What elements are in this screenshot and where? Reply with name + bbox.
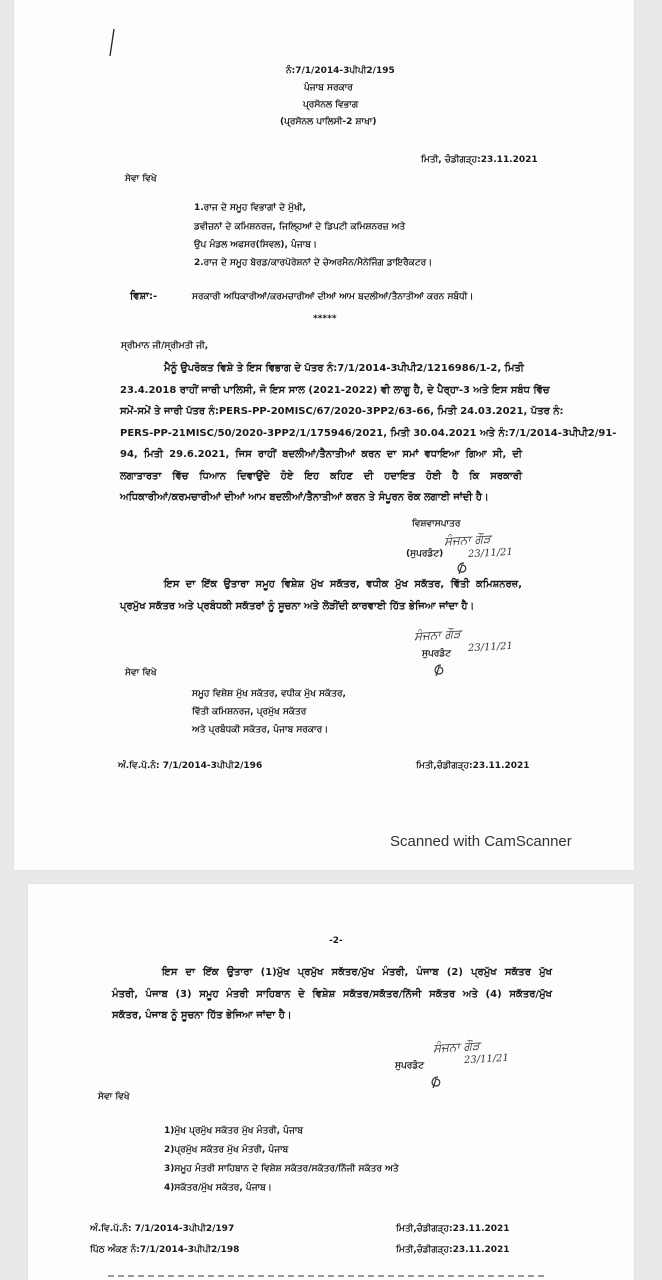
body-line: ਸਮੇਂ-ਸਮੇਂ ਤੇ ਜਾਰੀ ਪੱਤਰ ਨੰ:PERS-PP-20MISC/67/2020-3PP2/63-66, ਮਿਤੀ 24.03.2021, ਪੱਤਰ ਨੰ: <box>120 406 564 417</box>
endorsement-number: ਅੰ.ਵਿ.ਪੱ.ਨੰ: 7/1/2014-3ਪੀਪੀ2/196 <box>118 761 263 771</box>
recipient-line: 3)ਸਮੂਹ ਮੰਤਰੀ ਸਾਹਿਬਾਨ ਦੇ ਵਿਸ਼ੇਸ਼ ਸਕੱਤਰ/ਸਕੱਤਰ/ਨਿੱਜੀ ਸਕੱਤਰ ਅਤੇ <box>164 1164 399 1174</box>
signature: ਸੰਜਨਾ ਗੌੜ <box>413 626 462 644</box>
document-page-2 <box>28 884 634 1280</box>
body-line: ਮੈਨੂੰ ਉਪਰੋਕਤ ਵਿਸ਼ੇ ਤੇ ਇਸ ਵਿਭਾਗ ਦੇ ਪੱਤਰ ਨੰ:7/1/2014-3ਪੀਪੀ2/1216986/1-2, ਮਿਤੀ <box>164 363 524 374</box>
recipient-line: ਵਿੱਤੀ ਕਮਿਸ਼ਨਰਜ, ਪ੍ਰਮੁੱਖ ਸਕੱਤਰ <box>192 707 307 717</box>
endorsement-paragraph <box>120 574 522 617</box>
body-line: ਅਧਿਕਾਰੀਆਂ/ਕਰਮਚਾਰੀਆਂ ਦੀਆਂ ਆਮ ਬਦਲੀਆਂ/ਤੈਨਾਤੀਆਂ ਕਰਨ ਤੇ ਸੰਪੂਰਨ ਰੋਕ ਲਗਾਈ ਜਾਂਦੀ ਹੈ। <box>120 492 489 503</box>
superintendent-label: ਸੁਪਰਡੰਟ <box>395 1061 424 1071</box>
signature: ਸੰਜਨਾ ਗੌੜ <box>443 531 492 549</box>
closing: ਵਿਸ਼ਵਾਸਪਾਤਰ <box>412 519 461 529</box>
page-number: -2- <box>329 936 343 946</box>
signature-date: 23/11/21 <box>467 546 514 561</box>
recipient-line: ਅਤੇ ਪ੍ਰਬੰਧਕੀ ਸਕੱਤਰ, ਪੰਜਾਬ ਸਰਕਾਰ। <box>192 725 329 735</box>
separator-stars: ***** <box>313 314 337 324</box>
seva-vikhe-heading: ਸੇਵਾ ਵਿਖੇ <box>125 668 157 678</box>
signature: ਸੰਜਨਾ ਗੌੜ <box>432 1038 481 1056</box>
letter-date: ਮਿਤੀ, ਚੰਡੀਗੜ੍ਹ:23.11.2021 <box>421 155 538 165</box>
endorsement-date: ਮਿਤੀ,ਚੰਡੀਗੜ੍ਹ:23.11.2021 <box>416 761 530 771</box>
scanner-watermark: Scanned with CamScanner <box>390 833 572 850</box>
document-page-1 <box>14 0 634 870</box>
memo-number: ਨੰ:7/1/2014-3ਪੀਪੀ2/195 <box>286 66 395 76</box>
body-line: PERS-PP-21MISC/50/2020-3PP2/1/175946/2021, ਮਿਤੀ 30.04.2021 ਅਤੇ ਨੰ:7/1/2014-3ਪੀਪੀ2/91- <box>120 427 617 439</box>
superintendent-label: ਸੁਪਰਡੰਟ <box>422 649 451 659</box>
subject-label: ਵਿਸ਼ਾ:- <box>130 291 158 302</box>
signature-date: 23/11/21 <box>463 1052 510 1067</box>
pen-mark <box>108 28 118 58</box>
cut-off-next-line <box>108 1270 548 1280</box>
branch-name: (ਪ੍ਰਸੋਨਲ ਪਾਲਿਸੀ-2 ਸ਼ਾਖਾ) <box>280 117 377 127</box>
endorsement-line: ਮੰਤਰੀ, ਪੰਜਾਬ (3) ਸਮੂਹ ਮੰਤਰੀ ਸਾਹਿਬਾਨ ਦੇ ਵਿਸ਼ੇਸ਼ ਸਕੱਤਰ/ਸਕੱਤਰ/ਨਿੱਜੀ ਸਕੱਤਰ ਅਤੇ (4) ਸਕੱਤਰ/ਮੁੱਖ <box>112 988 552 1000</box>
department-name: ਪ੍ਰਸੋਨਲ ਵਿਭਾਗ <box>303 100 359 110</box>
recipient-line: 1)ਮੁੱਖ ਪ੍ਰਮੁੱਖ ਸਕੱਤਰ ਮੁੱਖ ਮੰਤਰੀ, ਪੰਜਾਬ <box>164 1126 304 1136</box>
recipient-line: ਡਵੀਜ਼ਨਾਂ ਦੇ ਕਮਿਸ਼ਨਰਜ, ਜਿਲ੍ਹਿਆਂ ਦੇ ਡਿਪਟੀ ਕਮਿਸ਼ਨਰਜ਼ ਅਤੇ <box>194 222 406 232</box>
endorsement-line: ਇਸ ਦਾ ਇੱਕ ਉਤਾਰਾ ਸਮੂਹ ਵਿਸ਼ੇਸ਼ ਮੁੱਖ ਸਕੱਤਰ, ਵਧੀਕ ਮੁੱਖ ਸਕੱਤਰ, ਵਿੱਤੀ ਕਮਿਸ਼ਨਰਜ਼, <box>164 579 522 590</box>
body-line: ਲਗਾਤਾਰਤਾ ਵਿੱਚ ਧਿਆਨ ਦਿਵਾਉਂਦੇ ਹੋਏ ਇਹ ਕਹਿਣ ਦੀ ਹਦਾਇਤ ਹੋਈ ਹੈ ਕਿ ਸਰਕਾਰੀ <box>120 470 522 482</box>
body-line: 94, ਮਿਤੀ 29.6.2021, ਜਿਸ ਰਾਹੀਂ ਬਦਲੀਆਂ/ਤੈਨਾਤੀਆਂ ਕਰਨ ਦਾ ਸਮਾਂ ਵਧਾਇਆ ਗਿਆ ਸੀ, ਦੀ <box>120 449 522 460</box>
endorsement-paragraph <box>112 962 552 1027</box>
recipient-line: 2.ਰਾਜ ਦੇ ਸਮੂਹ ਬੋਰਡ/ਕਾਰਪੋਰੇਸ਼ਨਾਂ ਦੇ ਚੇਅਰਮੈਨ/ਮੈਨੇਜਿੰਗ ਡਾਇਰੈਕਟਰ। <box>194 258 433 268</box>
recipient-line: 1.ਰਾਜ ਦੇ ਸਮੂਹ ਵਿਭਾਗਾਂ ਦੇ ਮੁੱਖੀ, <box>194 203 306 213</box>
superintendent-label: (ਸੁਪਰਡੰਟ) <box>406 549 444 559</box>
recipient-line: ਉਪ ਮੰਡਲ ਅਫਸਰ(ਸਿਵਲ), ਪੰਜਾਬ। <box>194 240 317 250</box>
seva-vikhe-heading: ਸੇਵਾ ਵਿਖੇ <box>98 1092 130 1102</box>
endorsement-line: ਪ੍ਰਮੁੱਖ ਸਕੱਤਰ ਅਤੇ ਪ੍ਰਬੰਧਕੀ ਸਕੱਤਰਾਂ ਨੂੰ ਸੂਚਨਾ ਅਤੇ ਲੋੜੀਂਦੀ ਕਾਰਵਾਈ ਹਿੱਤ ਭੇਜਿਆ ਜਾਂਦਾ ਹੈ। <box>120 600 475 612</box>
salutation: ਸ੍ਰੀਮਾਨ ਜੀ/ਸ੍ਰੀਮਤੀ ਜੀ, <box>121 341 209 351</box>
recipient-line: ਸਮੂਹ ਵਿਸ਼ੇਸ਼ ਮੁੱਖ ਸਕੱਤਰ, ਵਧੀਕ ਮੁੱਖ ਸਕੱਤਰ, <box>192 689 346 699</box>
subject-text: ਸਰਕਾਰੀ ਅਧਿਕਾਰੀਆਂ/ਕਰਮਚਾਰੀਆਂ ਦੀਆਂ ਆਮ ਬਦਲੀਆਂ/ਤੈਨਾਤੀਆਂ ਕਰਨ ਸਬੰਧੀ। <box>192 292 474 302</box>
body-line: 23.4.2018 ਰਾਹੀਂ ਜਾਰੀ ਪਾਲਿਸੀ, ਜੋ ਇਸ ਸਾਲ (2021-2022) ਵੀ ਲਾਗੂ ਹੈ, ਦੇ ਪੈਰ੍ਹਾ-3 ਅਤੇ ਇਸ ਸਬੰਧ ਵਿੱਚ <box>120 384 550 396</box>
endorsement-date: ਮਿਤੀ,ਚੰਡੀਗੜ੍ਹ:23.11.2021 <box>396 1224 510 1234</box>
copy-number: ਪਿੱਠ ਅੰਕਣ ਨੰ:7/1/2014-3ਪੀਪੀ2/198 <box>90 1245 240 1255</box>
endorsement-line: ਇਸ ਦਾ ਇੱਕ ਉਤਾਰਾ (1)ਮੁੱਖ ਪ੍ਰਮੁੱਖ ਸਕੱਤਰ/ਮੁੱਖ ਮੰਤਰੀ, ਪੰਜਾਬ (2) ਪ੍ਰਮੁੱਖ ਸਕੱਤਰ ਮੁੱਖ <box>162 967 552 978</box>
body-paragraph <box>120 358 617 509</box>
signature-date: 23/11/21 <box>467 640 514 655</box>
endorsement-number: ਅੰ.ਵਿ.ਪੱ.ਨੰ: 7/1/2014-3ਪੀਪੀ2/197 <box>90 1224 235 1234</box>
initial-mark <box>428 1074 444 1090</box>
government-name: ਪੰਜਾਬ ਸਰਕਾਰ <box>304 83 353 93</box>
recipient-line: 2)ਪ੍ਰਮੁੱਖ ਸਕੱਤਰ ਮੁੱਖ ਮੰਤਰੀ, ਪੰਜਾਬ <box>164 1145 289 1155</box>
initial-mark <box>431 662 447 678</box>
seva-vikhe-heading: ਸੇਵਾ ਵਿਖੇ <box>125 174 157 184</box>
endorsement-line: ਸਕੱਤਰ, ਪੰਜਾਬ ਨੂੰ ਸੂਚਨਾ ਹਿੱਤ ਭੇਜਿਆ ਜਾਂਦਾ ਹੈ। <box>112 1010 292 1021</box>
recipient-line: 4)ਸਕੱਤਰ/ਮੁੱਖ ਸਕੱਤਰ, ਪੰਜਾਬ। <box>164 1183 272 1193</box>
copy-date: ਮਿਤੀ,ਚੰਡੀਗੜ੍ਹ:23.11.2021 <box>396 1245 510 1255</box>
